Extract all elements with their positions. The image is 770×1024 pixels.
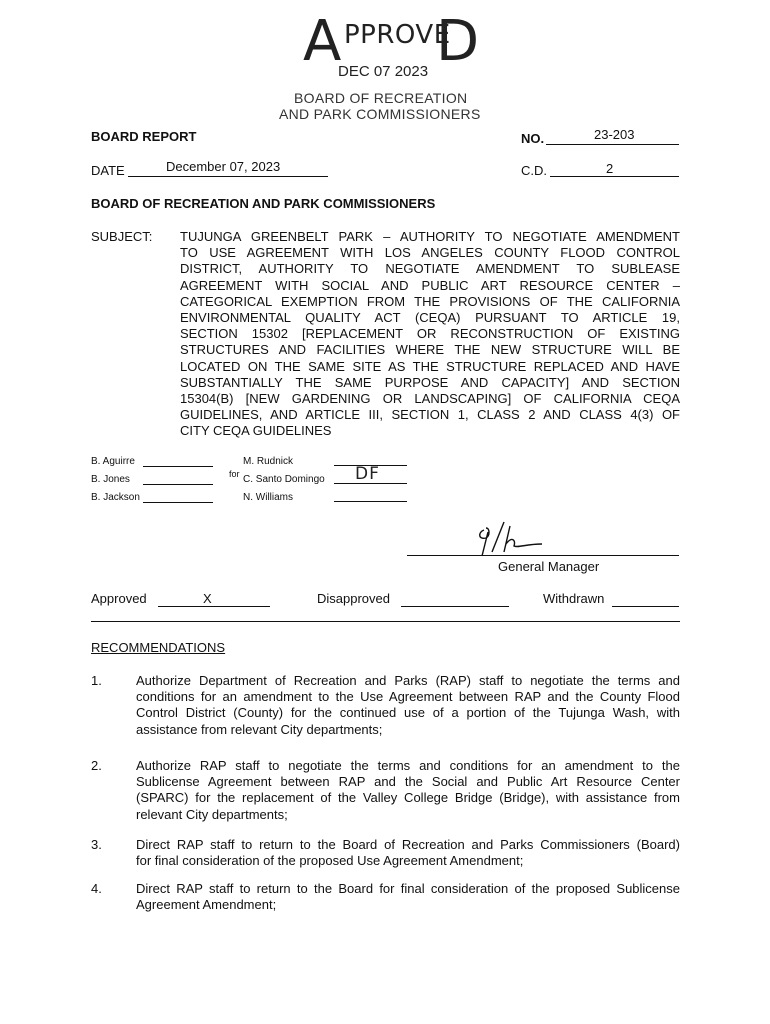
board-title: BOARD OF RECREATION AND PARK COMMISSIONERS <box>91 196 436 211</box>
disapproved-field <box>401 589 509 607</box>
subject-line: CATEGORICAL EXEMPTION FROM THE PROVISIONS OF THE CALIFORNIA <box>180 293 680 309</box>
recommendation-line: Control District (County) for the continued use of a portion of the Tujunga Wash, with <box>136 705 680 721</box>
commissioner-name: B. Jackson <box>91 492 140 503</box>
commissioner-row <box>243 474 325 492</box>
subject-line: LOCATED ON THE SAME SITE AS THE STRUCTURE REPLACED AND HAVE <box>180 358 680 374</box>
report-number-value: 23-203 <box>594 127 635 142</box>
recommendation-text <box>136 881 680 913</box>
stamp-approved-letter-d: D <box>436 9 480 74</box>
signature-line <box>143 466 213 467</box>
recommendation-line: assistance from relevant City departments; <box>136 721 383 737</box>
commissioner-name: N. Williams <box>243 492 293 503</box>
council-district-value: 2 <box>606 161 614 176</box>
commissioner-row <box>91 492 140 510</box>
recommendation-number: 1. <box>91 673 102 688</box>
subject-line: CITY CEQA GUIDELINES <box>180 423 332 439</box>
for-label: for <box>229 469 240 479</box>
commissioner-row <box>91 474 140 492</box>
signature-line <box>143 502 213 503</box>
subject-line: TO USE AGREEMENT WITH LOS ANGELES COUNTY FLOOD CONTROL <box>180 245 680 261</box>
commissioner-row <box>243 492 325 510</box>
commissioner-name: B. Aguirre <box>91 456 135 467</box>
stamp-board-line1: BOARD OF RECREATION <box>294 90 468 106</box>
general-manager-label: General Manager <box>498 559 600 574</box>
recommendation-line: Authorize Department of Recreation and Parks (RAP) staff to negotiate the terms and <box>136 673 680 688</box>
withdrawn-label: Withdrawn <box>543 591 605 606</box>
commissioner-left-column <box>91 456 140 510</box>
recommendation-text <box>136 758 680 823</box>
recommendation-text <box>136 837 680 869</box>
date-label: DATE <box>91 163 125 178</box>
commissioner-right-column <box>243 456 325 510</box>
handwritten-initials: DF <box>355 464 380 484</box>
stamp-board-line2: AND PARK COMMISSIONERS <box>279 106 481 122</box>
recommendation-line: conditions for an amendment to the Use Agreement between RAP and the County Flood <box>136 689 680 705</box>
council-district-field <box>550 158 679 177</box>
approved-label: Approved <box>91 591 147 606</box>
subject-line: GUIDELINES, AND ARTICLE III, SECTION 1, CLASS 2 AND CLASS 4(3) OF <box>180 407 680 423</box>
signature-line <box>143 484 213 485</box>
recommendation-line: for final consideration of the proposed Use Agreement Amendment; <box>136 853 524 869</box>
commissioner-name: M. Rudnick <box>243 456 294 467</box>
board-report-label: BOARD REPORT <box>91 129 197 144</box>
subject-line: SUBSTANTIALLY THE SAME PURPOSE AND CAPACITY] AND SECTION <box>180 374 680 390</box>
stamp-approved-middle: PPROVE <box>344 20 451 50</box>
recommendation-number: 3. <box>91 837 102 852</box>
general-manager-signature <box>470 518 550 560</box>
recommendation-text <box>136 673 680 738</box>
recommendation-line: relevant City departments; <box>136 806 288 822</box>
recommendation-number: 2. <box>91 758 102 773</box>
commissioner-row <box>91 456 140 474</box>
commissioner-row <box>243 456 325 474</box>
subject-line: DISTRICT, AUTHORITY TO NEGOTIATE AMENDMENT TO SUBLEASE <box>180 261 680 277</box>
recommendations-heading: RECOMMENDATIONS <box>91 640 226 655</box>
recommendation-line: Agreement Amendment; <box>136 897 277 913</box>
general-manager-line <box>407 555 679 556</box>
subject-line: SECTION 15302 [REPLACEMENT OR RECONSTRUCTION OF EXISTING <box>180 326 680 342</box>
stamp-approved-letter-a: A <box>303 9 342 74</box>
recommendation-number: 4. <box>91 881 102 896</box>
approved-mark: X <box>203 591 212 606</box>
subject-line: AGREEMENT WITH SOCIAL AND PUBLIC ART RESOURCE CENTER – <box>180 277 680 293</box>
withdrawn-field <box>612 589 679 607</box>
subject-line: STRUCTURES AND FACILITIES WHERE THE NEW STRUCTURE WILL BE <box>180 342 680 358</box>
recommendation-line: Sublicense Agreement between RAP and the Social and Public Art Resource Center <box>136 774 680 790</box>
stamp-date: DEC 07 2023 <box>338 63 429 80</box>
subject-label: SUBJECT: <box>91 229 153 244</box>
recommendation-line: Direct RAP staff to return to the Board for final consideration of the proposed Sublicense <box>136 881 680 896</box>
disapproved-label: Disapproved <box>317 591 390 606</box>
council-district-label: C.D. <box>521 163 547 178</box>
subject-line: TUJUNGA GREENBELT PARK – AUTHORITY TO NEGOTIATE AMENDMENT <box>180 229 680 244</box>
date-value: December 07, 2023 <box>166 159 281 174</box>
subject-line: ENVIRONMENTAL QUALITY ACT (CEQA) PURSUANT TO ARTICLE 19, <box>180 309 680 325</box>
signature-line <box>334 501 407 502</box>
commissioner-name: C. Santo Domingo <box>243 474 325 485</box>
section-divider <box>91 621 680 622</box>
commissioner-name: B. Jones <box>91 474 130 485</box>
subject-line: 15304(B) [NEW GARDENING OR LANDSCAPING] OF CALIFORNIA CEQA <box>180 390 680 406</box>
recommendation-line: (SPARC) for the replacement of the Valley College Bridge (Bridge), with assistance from <box>136 790 680 806</box>
recommendation-line: Direct RAP staff to return to the Board of Recreation and Parks Commissioners (Board) <box>136 837 680 852</box>
subject-text <box>180 229 680 439</box>
approved-field <box>158 589 270 607</box>
report-number-label: NO. <box>521 131 545 146</box>
recommendation-line: Authorize RAP staff to negotiate the terms and conditions for an amendment to the <box>136 758 680 773</box>
